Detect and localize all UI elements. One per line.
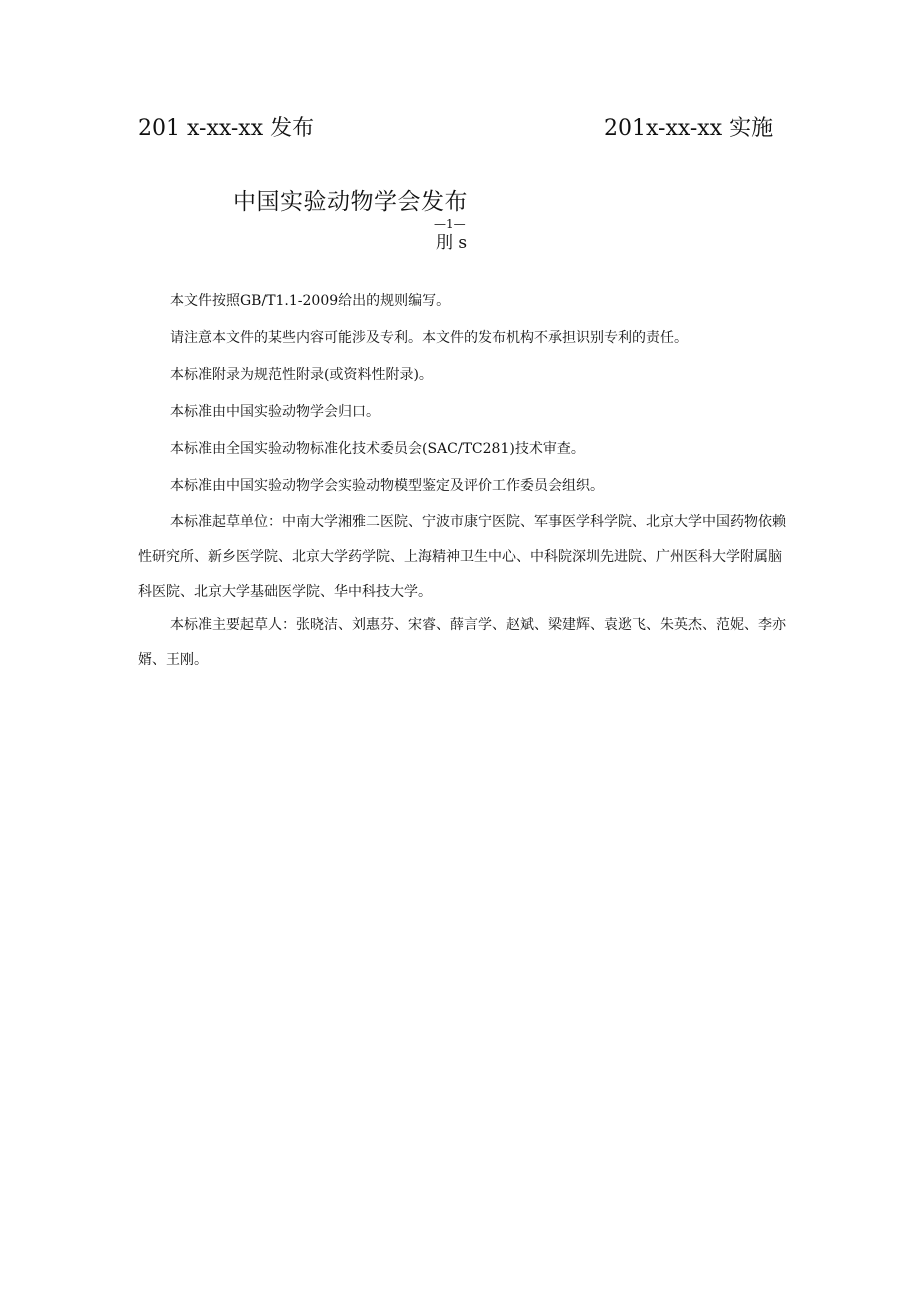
page-number: —1— bbox=[434, 217, 466, 231]
publisher-line: 中国实验动物学会发布 bbox=[233, 189, 468, 215]
paragraph: 本标准由全国实验动物标准化技术委员会(SAC/TC281)技术审查。 bbox=[170, 441, 585, 457]
publish-date: 201 x-xx-xx 发布 bbox=[138, 116, 315, 141]
drafting-units-paragraph: 本标准起草单位：中南大学湘雅二医院、宁波市康宁医院、军事医学科学院、北京大学中国药物依赖性研究所、新乡医学院、北京大学药学院、上海精神卫生中心、中科院深圳先进院、广州医科大学附属脑科医院、北京大学基础医学院、华中科技大学。 bbox=[138, 514, 786, 600]
paragraph: 本标准由中国实验动物学会实验动物模型鉴定及评价工作委员会组织。 bbox=[170, 478, 604, 494]
paragraph: 本文件按照GB/T1.1-2009给出的规则编写。 bbox=[170, 293, 451, 309]
foreword-body bbox=[138, 288, 788, 681]
paragraph: 本标准附录为规范性附录(或资料性附录)。 bbox=[170, 367, 433, 383]
foreword-title: 刖 s bbox=[436, 233, 468, 253]
implement-date: 201x-xx-xx 实施 bbox=[604, 116, 774, 141]
paragraph: 本标准由中国实验动物学会归口。 bbox=[170, 404, 380, 420]
paragraph: 请注意本文件的某些内容可能涉及专利。本文件的发布机构不承担识别专利的责任。 bbox=[170, 330, 688, 346]
drafters-paragraph: 本标准主要起草人：张晓洁、刘惠芬、宋睿、薛言学、赵斌、梁建辉、袁逖飞、朱英杰、范妮、李亦婿、王刚。 bbox=[138, 617, 786, 668]
